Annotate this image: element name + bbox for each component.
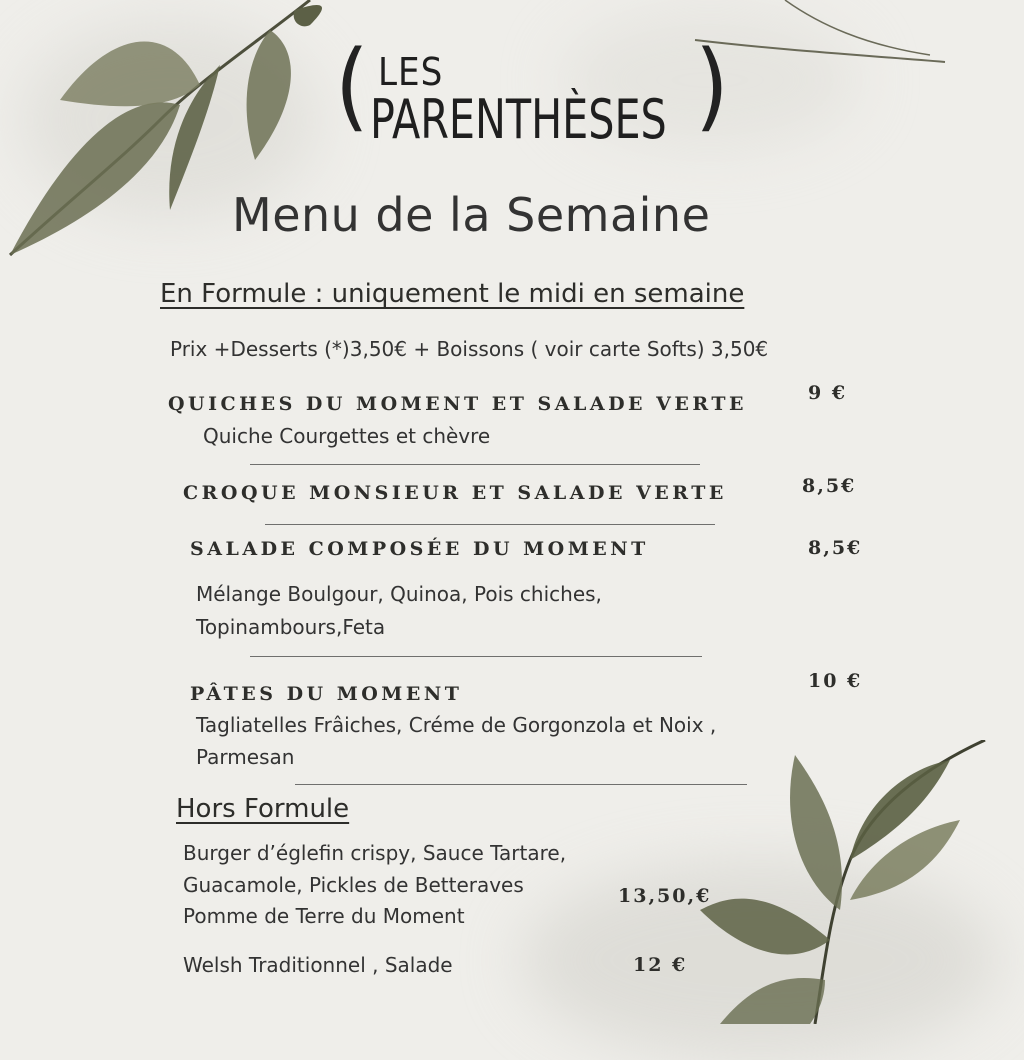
divider [250,464,700,465]
divider [250,656,702,657]
dish-price: 8,5€ [802,475,857,497]
dish-price: 9 € [808,382,848,404]
dish-name: QUICHES DU MOMENT ET SALADE VERTE [168,393,747,415]
hors-item-line: Burger d’églefin crispy, Sauce Tartare, [183,841,567,865]
logo-line-parentheses: PARENTHÈSES [370,88,667,151]
divider [295,784,747,785]
hors-item-line: Guacamole, Pickles de Betteraves [183,873,524,897]
logo-open-paren: ( [335,30,369,142]
formule-prix-line: Prix +Desserts (*)3,50€ + Boissons ( voir carte Softs) 3,50€ [170,337,769,361]
divider [265,524,715,525]
hors-item-price: 13,50,€ [618,885,712,907]
dish-name: PÂTES DU MOMENT [190,683,463,705]
swoosh-top-right-icon [690,0,1024,80]
dish-description: Tagliatelles Frâiches, Créme de Gorgonzola et Noix , [196,713,717,737]
dish-description: Parmesan [196,745,295,769]
hors-item-price: 12 € [633,954,688,976]
logo-line-les: LES [378,50,444,94]
leaf-branch-bottom-right-icon [700,740,1024,1024]
hors-item-line: Pomme de Terre du Moment [183,904,465,928]
dish-name: SALADE COMPOSÉE DU MOMENT [190,538,649,560]
dish-description: Topinambours,Feta [196,615,386,639]
logo-close-paren: ) [695,30,729,142]
dish-description: Quiche Courgettes et chèvre [203,424,491,448]
section-formule-heading: En Formule : uniquement le midi en semaine [160,279,745,309]
dish-name: CROQUE MONSIEUR ET SALADE VERTE [183,482,727,504]
page-title: Menu de la Semaine [232,188,711,242]
dish-price: 8,5€ [808,537,863,559]
dish-price: 10 € [808,670,863,692]
dish-description: Mélange Boulgour, Quinoa, Pois chiches, [196,582,602,606]
section-hors-formule-heading: Hors Formule [176,794,350,824]
hors-item-line: Welsh Traditionnel , Salade [183,953,453,977]
